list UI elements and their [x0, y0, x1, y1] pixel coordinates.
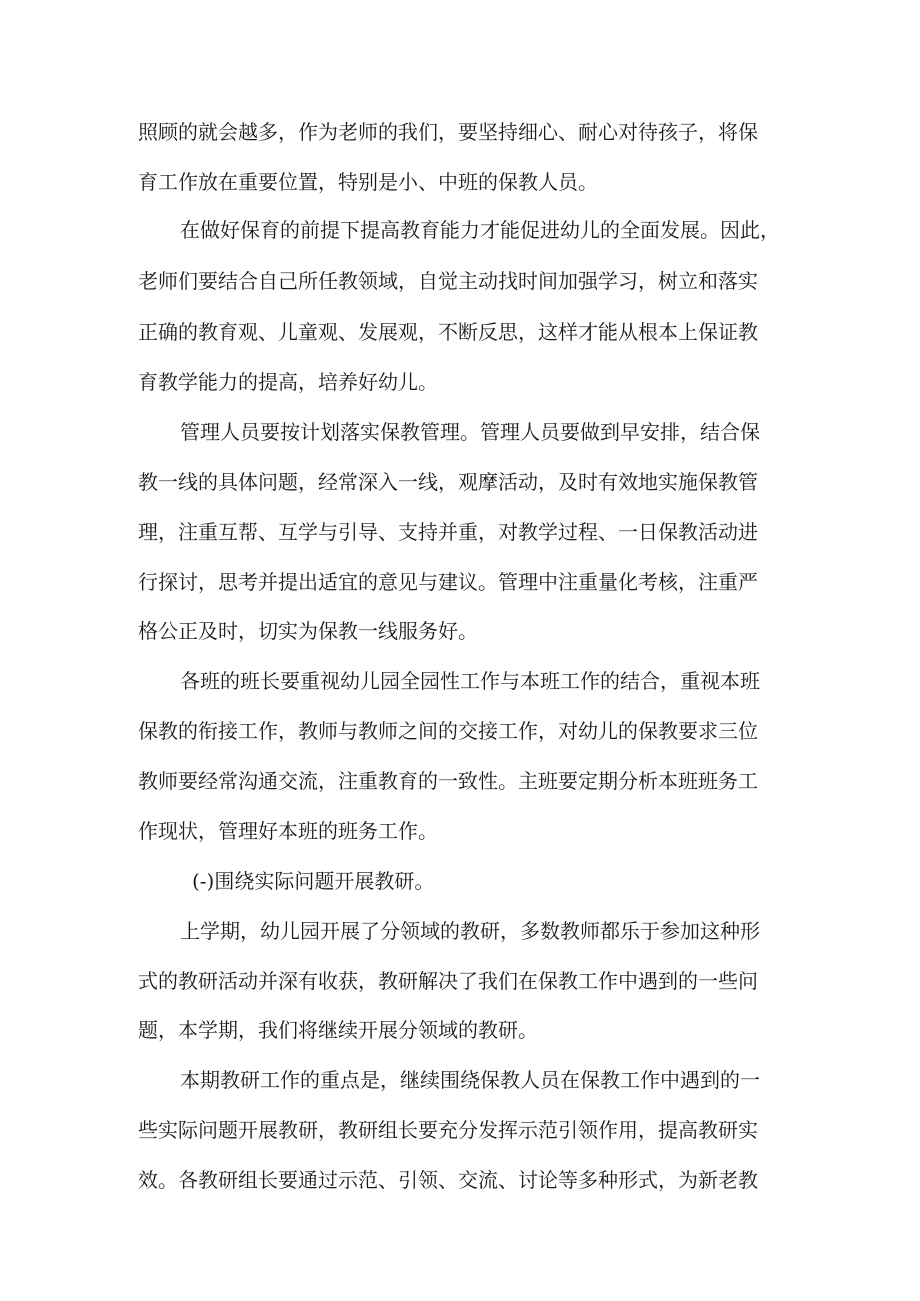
section-heading: (-)围绕实际问题开展教研。 [192, 869, 435, 893]
text-line: 老师们要结合自己所任教领域，自觉主动找时间加强学习，树立和落实 [138, 269, 758, 293]
text-line: 正确的教育观、儿童观、发展观，不断反思，这样才能从根本上保证教 [138, 320, 758, 344]
text-line: 照顾的就会越多，作为老师的我们，要坚持细心、耐心对待孩子，将保 [138, 120, 758, 144]
text-line: 理，注重互帮、互学与引导、支持并重，对教学过程、一日保教活动进 [138, 520, 758, 544]
text-line: 式的教研活动并深有收获，教研解决了我们在保教工作中遇到的一些问 [138, 969, 758, 993]
text-line: 些实际问题开展教研，教研组长要充分发挥示范引领作用，提高教研实 [138, 1118, 758, 1142]
text-line: 保教的衔接工作，教师与教师之间的交接工作，对幼儿的保教要求三位 [138, 719, 758, 743]
text-line: 题，本学期，我们将继续开展分领域的教研。 [138, 1018, 538, 1042]
text-line: 育工作放在重要位置，特别是小、中班的保教人员。 [138, 170, 598, 194]
text-line: 教师要经常沟通交流，注重教育的一致性。主班要定期分析本班班务工 [138, 769, 758, 793]
text-line: 教一线的具体问题，经常深入一线，观摩活动，及时有效地实施保教管 [138, 470, 758, 494]
text-line: 行探讨，思考并提出适宜的意见与建议。管理中注重量化考核，注重严 [138, 570, 758, 594]
paragraph-first-line: 管理人员要按计划落实保教管理。管理人员要做到早安排，结合保 [180, 420, 760, 444]
paragraph-first-line: 本期教研工作的重点是，继续围绕保教人员在保教工作中遇到的一 [180, 1068, 760, 1092]
paragraph-first-line: 上学期，幼儿园开展了分领域的教研，多数教师都乐于参加这种形 [180, 919, 760, 943]
text-line: 育教学能力的提高，培养好幼儿。 [138, 370, 438, 394]
text-line: 格公正及时，切实为保教一线服务好。 [138, 619, 478, 643]
text-line: 效。各教研组长要通过示范、引领、交流、讨论等多种形式，为新老教 [138, 1168, 758, 1192]
paragraph-first-line: 在做好保育的前提下提高教育能力才能促进幼儿的全面发展。因此， [180, 218, 780, 242]
paragraph-first-line: 各班的班长要重视幼儿园全园性工作与本班工作的结合，重视本班 [180, 669, 760, 693]
text-line: 作现状，管理好本班的班务工作。 [138, 819, 438, 843]
